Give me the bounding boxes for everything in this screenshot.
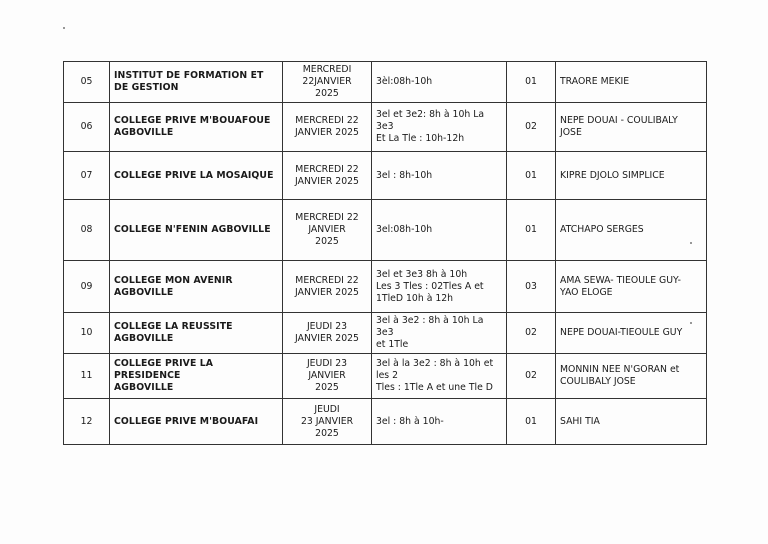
exam-date (283, 261, 372, 313)
school-name (110, 261, 283, 313)
school-name (110, 313, 283, 354)
schedule-table-body (64, 62, 707, 445)
agent-names-line: JOSE (560, 127, 582, 138)
school-name (110, 103, 283, 152)
exam-date-line: 22JANVIER (302, 76, 352, 87)
agent-names-line: AMA SEWA- TIEOULE GUY- (560, 274, 681, 286)
agent-names-line: KIPRE DJOLO SIMPLICE (560, 169, 665, 181)
table-row (64, 152, 707, 200)
exam-date (283, 354, 372, 399)
exam-hours-line: 3el à la 3e2 : 8h à 10h et les 2 (376, 358, 494, 381)
exam-hours-line: Tles : 1Tle A et une Tle D (376, 382, 493, 393)
table-row (64, 261, 707, 313)
exam-hours-line: Et La Tle : 10h-12h (376, 133, 465, 144)
school-name-line: COLLEGE PRIVE LA PRESIDENCE (114, 358, 214, 381)
exam-date-line: JEUDI 23 (306, 321, 348, 332)
exam-hours-line: et 1Tle (376, 339, 409, 350)
agent-names-line: MONNIN NEE N'GORAN et (560, 364, 680, 375)
exam-date (283, 152, 372, 200)
school-name-line: COLLEGE N'FENIN AGBOVILLE (114, 224, 271, 235)
exam-hours-line: 3el : 8h à 10h- (376, 415, 444, 427)
exam-date-line: MERCREDI 22 (295, 163, 359, 175)
exam-hours-line: 3el : 8h-10h (376, 169, 433, 181)
agent-names-line: NEPE DOUAI-TIEOULE GUY (560, 327, 683, 338)
school-name-line: COLLEGE MON AVENIR (114, 274, 233, 286)
exam-date-line: 2025 (315, 88, 339, 99)
exam-hours-line: 3el à 3e2 : 8h à 10h La 3e3 (376, 315, 484, 338)
school-name (110, 152, 283, 200)
school-name-line: DE GESTION (114, 82, 179, 93)
exam-hours-line: Les 3 Tles : 02Tles A et (376, 280, 484, 292)
agent-names (556, 399, 707, 445)
exam-date (283, 313, 372, 354)
exam-date-line: MERCREDI (302, 64, 352, 75)
exam-date-line: MERCREDI 22 (295, 212, 359, 223)
table-row (64, 200, 707, 261)
row-number: 09 (64, 261, 110, 313)
exam-hours (372, 261, 507, 313)
row-number: 12 (64, 399, 110, 445)
exam-hours (372, 354, 507, 399)
exam-date-line: JANVIER (308, 224, 346, 235)
school-name-line: INSTITUT DE FORMATION ET (114, 70, 264, 81)
row-number: 11 (64, 354, 110, 399)
exam-date-line: MERCREDI 22 (295, 115, 359, 126)
school-name-line: COLLEGE LA REUSSITE (114, 321, 233, 332)
schedule-table (63, 61, 707, 445)
agent-names (556, 200, 707, 261)
agent-names-line: ATCHAPO SERGES (560, 224, 644, 235)
agent-names (556, 313, 707, 354)
agent-names-line: COULIBALY JOSE (560, 376, 636, 387)
school-name-line: COLLEGE PRIVE M'BOUAFOUE (114, 115, 271, 126)
exam-date-line: JANVIER 2025 (295, 286, 359, 298)
agent-names (556, 103, 707, 152)
agent-names (556, 152, 707, 200)
agent-names-line: NEPE DOUAI - COULIBALY (560, 115, 678, 126)
table-row (64, 313, 707, 354)
row-number: 07 (64, 152, 110, 200)
exam-hours (372, 152, 507, 200)
exam-hours (372, 103, 507, 152)
exam-date-line: JEUDI 23 (306, 358, 348, 369)
school-name-line: COLLEGE PRIVE M'BOUAFAI (114, 415, 259, 427)
exam-hours-line: 3el et 3e2: 8h à 10h La 3e3 (376, 109, 485, 132)
exam-date-line: JANVIER 2025 (295, 127, 359, 138)
exam-date-line: 2025 (315, 427, 339, 439)
agent-names-line: TRAORE MEKIE (560, 76, 630, 87)
exam-date-line: 2025 (315, 236, 339, 247)
exam-hours-line: 3èl:08h-10h (376, 76, 433, 87)
agent-count: 03 (507, 261, 556, 313)
exam-hours-line: 1TleD 10h à 12h (376, 292, 454, 304)
school-name-line: AGBOVILLE (114, 333, 174, 344)
row-number: 06 (64, 103, 110, 152)
agent-names (556, 261, 707, 313)
exam-date-line: 2025 (315, 382, 339, 393)
school-name-line: AGBOVILLE (114, 382, 174, 393)
school-name (110, 399, 283, 445)
agent-names-line: SAHI TIA (560, 415, 600, 427)
school-name-line: AGBOVILLE (114, 286, 174, 298)
exam-date-line: MERCREDI 22 (295, 274, 359, 286)
scan-speck (63, 27, 65, 29)
school-name (110, 200, 283, 261)
exam-date (283, 103, 372, 152)
exam-hours-line: 3el et 3e3 8h à 10h (376, 268, 468, 280)
agent-count: 01 (507, 399, 556, 445)
exam-hours-line: 3el:08h-10h (376, 224, 433, 235)
table-row (64, 103, 707, 152)
row-number: 05 (64, 62, 110, 103)
exam-date-line: JANVIER 2025 (295, 175, 359, 187)
agent-count: 01 (507, 62, 556, 103)
row-number: 10 (64, 313, 110, 354)
agent-names (556, 354, 707, 399)
table-row (64, 399, 707, 445)
agent-count: 02 (507, 354, 556, 399)
exam-hours (372, 313, 507, 354)
agent-names (556, 62, 707, 103)
agent-count: 02 (507, 103, 556, 152)
exam-date (283, 399, 372, 445)
agent-count: 02 (507, 313, 556, 354)
agent-count: 01 (507, 200, 556, 261)
exam-date (283, 200, 372, 261)
exam-date (283, 62, 372, 103)
exam-date-line: 23 JANVIER (300, 415, 354, 427)
school-name (110, 354, 283, 399)
school-name-line: COLLEGE PRIVE LA MOSAIQUE (114, 169, 274, 181)
exam-hours (372, 200, 507, 261)
school-name-line: AGBOVILLE (114, 127, 174, 138)
table-row (64, 62, 707, 103)
exam-date-line: JEUDI (314, 403, 340, 415)
school-name (110, 62, 283, 103)
row-number: 08 (64, 200, 110, 261)
agent-names-line: YAO ELOGE (560, 286, 613, 298)
exam-hours (372, 399, 507, 445)
exam-date-line: JANVIER 2025 (295, 333, 359, 344)
exam-date-line: JANVIER (308, 370, 346, 381)
table-row (64, 354, 707, 399)
exam-hours (372, 62, 507, 103)
agent-count: 01 (507, 152, 556, 200)
